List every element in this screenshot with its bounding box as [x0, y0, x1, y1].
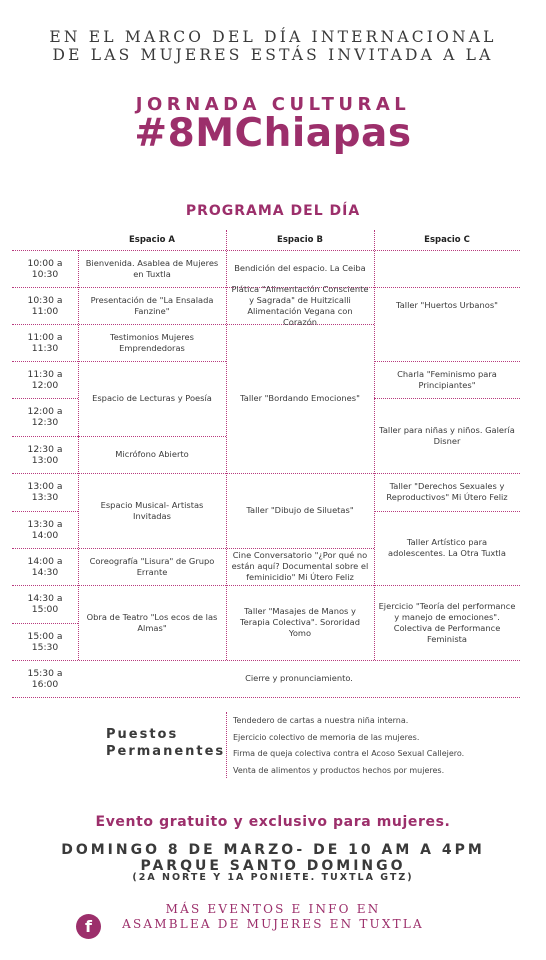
event-date-place	[0, 842, 546, 874]
row-divider	[12, 697, 520, 698]
more-info	[100, 902, 446, 932]
intro-line-2: DE LAS MUJERES ESTÁS INVITADA A LA	[52, 46, 494, 64]
activity-c: Taller "Derechos Sexuales y Reproductivos" Mi Útero Feliz	[386, 481, 508, 502]
permanent-stands-line-1: Puestos	[106, 727, 179, 742]
event-place: PARQUE SANTO DOMINGO	[140, 858, 406, 874]
program-title: PROGRAMA DEL DÍA	[185, 203, 361, 219]
activity-c: Charla "Feminismo para Principiantes"	[397, 368, 497, 390]
stand-item: Venta de alimentos y productos hechos por mujeres.	[233, 765, 445, 775]
activity-c: Taller "Huertos Urbanos"	[396, 300, 498, 310]
activity-a: Presentación de "La Ensalada Fanzine"	[90, 294, 214, 316]
header-espacio-c: Espacio C	[424, 234, 470, 245]
event-subtitle: JORNADA CULTURAL	[135, 94, 411, 115]
stand-item: Tendedero de cartas a nuestra niña interna.	[233, 716, 409, 725]
activity-a: Espacio de Lecturas y Poesía	[92, 393, 212, 403]
time-slot: 13:30 a 14:00	[27, 518, 63, 541]
time-slot: 13:00 a 13:30	[27, 481, 63, 503]
intro-line-1: EN EL MARCO DEL DÍA INTERNACIONAL	[49, 28, 497, 46]
more-info-line-2[interactable]: ASAMBLEA DE MUJERES EN TUXTLA	[122, 917, 424, 931]
activity-a: Obra de Teatro "Los ecos de las Almas"	[86, 611, 218, 633]
activity-a: Testimonios Mujeres Emprendedoras	[110, 331, 194, 353]
activity-c: Taller para niñas y niños. Galería Disner	[379, 424, 515, 446]
activity-a: Micrófono Abierto	[115, 449, 189, 459]
activity-a: Coreografía "Lisura" de Grupo Errante	[89, 555, 215, 577]
header-espacio-b: Espacio B	[277, 234, 323, 245]
stands-divider	[226, 712, 227, 778]
event-date: DOMINGO 8 DE MARZO- DE 10 AM A 4PM	[61, 842, 485, 858]
activity-b: Taller "Masajes de Manos y Terapia Colectiva". Sororidad Yomo	[239, 606, 361, 638]
activity-b: Taller "Dibujo de Siluetas"	[246, 505, 354, 515]
permanent-stands-line-2: Permanentes	[106, 744, 226, 759]
more-info-line-1: MÁS EVENTOS E INFO EN	[165, 902, 381, 916]
stand-item: Ejercicio colectivo de memoria de las mujeres.	[233, 732, 420, 742]
activity-c: Taller Artístico para adolescentes. La Otra Tuxtla	[388, 537, 506, 558]
permanent-stands-title	[106, 726, 225, 760]
activity-b: Taller "Bordando Emociones"	[240, 393, 360, 403]
activity-a: Espacio Musical- Artistas Invitadas	[100, 499, 204, 521]
activity-b: Plática "Alimentación Consciente y Sagrada" de Huitzicalli Alimentación Vegana con Corazón	[231, 283, 369, 327]
time-slot: 11:30 a 12:00	[27, 368, 63, 391]
activity-a: Bienvenida. Asablea de Mujeres en Tuxtla	[85, 257, 219, 279]
time-slot: 15:00 a 15:30	[27, 630, 63, 653]
time-slot: 10:00 a 10:30	[27, 257, 63, 280]
time-slot: 10:30 a 11:00	[27, 294, 63, 317]
stand-item: Firma de queja colectiva contra el Acoso Sexual Callejero.	[233, 749, 465, 758]
free-event-note: Evento gratuito y exclusivo para mujeres.	[95, 814, 451, 830]
time-slot: 14:30 a 15:00	[27, 593, 63, 615]
header-espacio-a: Espacio A	[128, 234, 175, 245]
closing-activity: Cierre y pronunciamiento.	[245, 673, 353, 683]
event-hashtag: #8MChiapas	[134, 111, 412, 156]
time-slot: 11:00 a 11:30	[27, 331, 63, 354]
activity-c: Ejercicio "Teoría del performance y manejo de emociones". Colectiva de Performance Feminista	[378, 600, 516, 644]
permanent-stands-list	[233, 713, 464, 779]
time-slot: 12:00 a 12:30	[27, 406, 63, 428]
time-slot: 12:30 a 13:00	[27, 443, 63, 466]
activity-b: Cine Conversatorio "¿Por qué no están aquí? Documental sobre el feminicidio" Mi Útero Feliz	[231, 550, 369, 582]
event-address: (2A NORTE Y 1A PONIETE. TUXTLA GTZ)	[132, 872, 414, 883]
activity-b: Bendición del espacio. La Ceiba	[234, 263, 366, 273]
facebook-icon[interactable]: f	[76, 914, 101, 939]
time-slot: 15:30 a 16:00	[27, 667, 63, 690]
time-slot: 14:00 a 14:30	[27, 555, 63, 578]
